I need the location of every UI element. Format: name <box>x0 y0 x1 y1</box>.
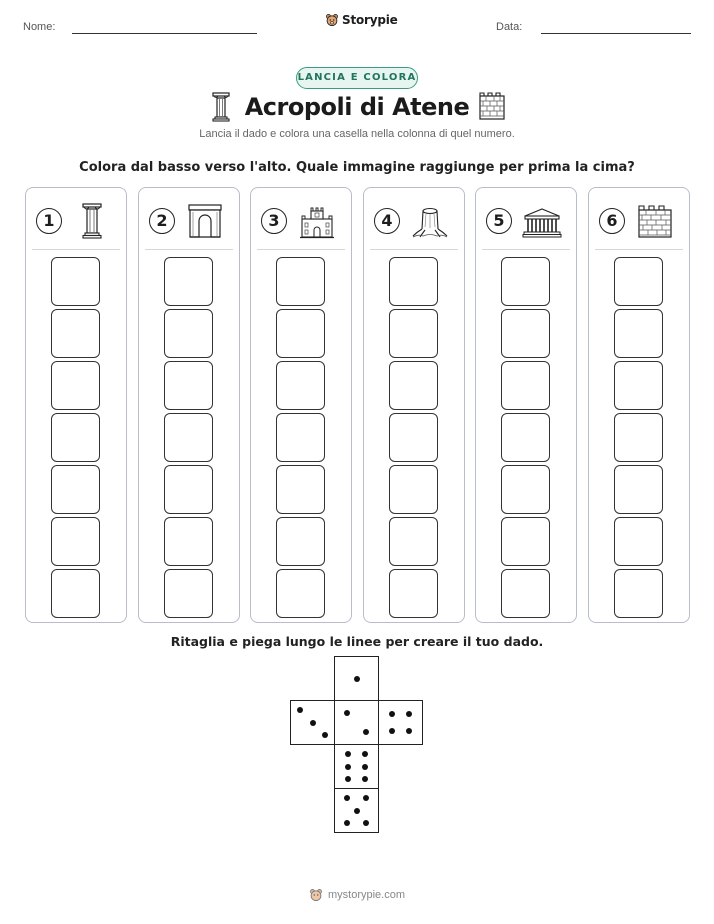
die-pip <box>406 728 412 734</box>
column-6 <box>588 187 690 623</box>
die-pip <box>345 764 351 770</box>
color-box[interactable] <box>51 309 100 358</box>
die-pip <box>345 776 351 782</box>
color-box[interactable] <box>276 309 325 358</box>
color-box[interactable] <box>164 361 213 410</box>
die-pip <box>362 776 368 782</box>
color-box[interactable] <box>276 361 325 410</box>
name-label: Nome: <box>23 21 56 33</box>
die-face-4 <box>378 700 423 745</box>
column-header <box>486 202 568 242</box>
color-box[interactable] <box>51 257 100 306</box>
subtitle: Lancia il dado e colora una casella nella colonna di quel numero. <box>199 128 515 140</box>
die-face-3 <box>290 700 335 745</box>
column-icon <box>72 202 112 240</box>
die-pip <box>389 728 395 734</box>
die-pip <box>354 676 360 682</box>
color-box[interactable] <box>51 361 100 410</box>
color-box[interactable] <box>614 361 663 410</box>
date-line <box>541 33 691 34</box>
stone-wall-icon <box>635 202 675 240</box>
footer-url: mystorypie.com <box>328 889 406 901</box>
column-2 <box>138 187 240 623</box>
die-pip <box>322 732 328 738</box>
color-box[interactable] <box>51 569 100 618</box>
brand-name: Storypie <box>342 13 398 27</box>
column-number: 4 <box>374 208 400 234</box>
column-divider <box>370 249 458 250</box>
color-box[interactable] <box>164 309 213 358</box>
color-box[interactable] <box>51 517 100 566</box>
instruction: Colora dal basso verso l'alto. Quale immagine raggiunge per prima la cima? <box>79 160 635 175</box>
column-divider <box>257 249 345 250</box>
die-face-5 <box>334 788 379 833</box>
column-number: 3 <box>261 208 287 234</box>
stone-wall-icon <box>479 92 505 120</box>
date-label: Data: <box>496 21 523 33</box>
column-divider <box>482 249 570 250</box>
bear-mascot-icon <box>325 13 339 27</box>
die-pip <box>406 711 412 717</box>
column-number: 2 <box>149 208 175 234</box>
column-1 <box>25 187 127 623</box>
die-pip <box>345 751 351 757</box>
column-5 <box>475 187 577 623</box>
color-box[interactable] <box>501 413 550 462</box>
color-box[interactable] <box>614 517 663 566</box>
color-box[interactable] <box>614 569 663 618</box>
color-box[interactable] <box>51 413 100 462</box>
color-box[interactable] <box>164 257 213 306</box>
cut-instruction: Ritaglia e piega lungo le linee per creare il tuo dado. <box>170 634 544 649</box>
activity-badge: LANCIA E COLORA <box>296 67 418 89</box>
die-pip <box>354 808 360 814</box>
footer <box>309 888 405 902</box>
color-box[interactable] <box>501 569 550 618</box>
column-number: 5 <box>486 208 512 234</box>
tree-stump-icon <box>410 202 450 240</box>
die-pip <box>362 764 368 770</box>
die-pip <box>344 820 350 826</box>
color-box[interactable] <box>614 465 663 514</box>
color-box[interactable] <box>501 257 550 306</box>
die-pip <box>344 710 350 716</box>
column-header <box>261 202 343 242</box>
die-pip <box>363 820 369 826</box>
color-box[interactable] <box>614 309 663 358</box>
color-box[interactable] <box>614 413 663 462</box>
color-box[interactable] <box>614 257 663 306</box>
parthenon-icon <box>522 202 562 240</box>
column-divider <box>32 249 120 250</box>
column-header <box>374 202 456 242</box>
column-divider <box>145 249 233 250</box>
color-box[interactable] <box>389 309 438 358</box>
color-box[interactable] <box>501 465 550 514</box>
color-box[interactable] <box>501 361 550 410</box>
column-4 <box>363 187 465 623</box>
die-pip <box>344 795 350 801</box>
column-number: 1 <box>36 208 62 234</box>
bear-mascot-icon <box>309 888 323 902</box>
color-box[interactable] <box>276 413 325 462</box>
color-box[interactable] <box>276 465 325 514</box>
die-pip <box>389 711 395 717</box>
color-box[interactable] <box>389 517 438 566</box>
color-box[interactable] <box>389 413 438 462</box>
die-face-2 <box>334 700 379 745</box>
die-face-6 <box>334 744 379 789</box>
color-box[interactable] <box>501 309 550 358</box>
color-box[interactable] <box>164 517 213 566</box>
column-header <box>149 202 231 242</box>
color-box[interactable] <box>51 465 100 514</box>
color-box[interactable] <box>389 361 438 410</box>
column-divider <box>595 249 683 250</box>
temple-building-icon <box>297 202 337 240</box>
color-box[interactable] <box>276 569 325 618</box>
color-box[interactable] <box>164 569 213 618</box>
column-3 <box>250 187 352 623</box>
column-header <box>36 202 118 242</box>
color-box[interactable] <box>389 465 438 514</box>
page-title: Acropoli di Atene <box>244 93 470 121</box>
die-pip <box>297 707 303 713</box>
column-number: 6 <box>599 208 625 234</box>
color-box[interactable] <box>276 257 325 306</box>
name-line <box>72 33 257 34</box>
color-box[interactable] <box>389 257 438 306</box>
color-box[interactable] <box>389 569 438 618</box>
color-box[interactable] <box>501 517 550 566</box>
column-header <box>599 202 681 242</box>
color-box[interactable] <box>164 413 213 462</box>
arch-icon <box>185 202 225 240</box>
die-face-1 <box>334 656 379 701</box>
die-pip <box>310 720 316 726</box>
die-pip <box>362 751 368 757</box>
color-box[interactable] <box>164 465 213 514</box>
die-pip <box>363 729 369 735</box>
color-box[interactable] <box>276 517 325 566</box>
storypie-logo <box>325 13 398 27</box>
die-pip <box>363 795 369 801</box>
